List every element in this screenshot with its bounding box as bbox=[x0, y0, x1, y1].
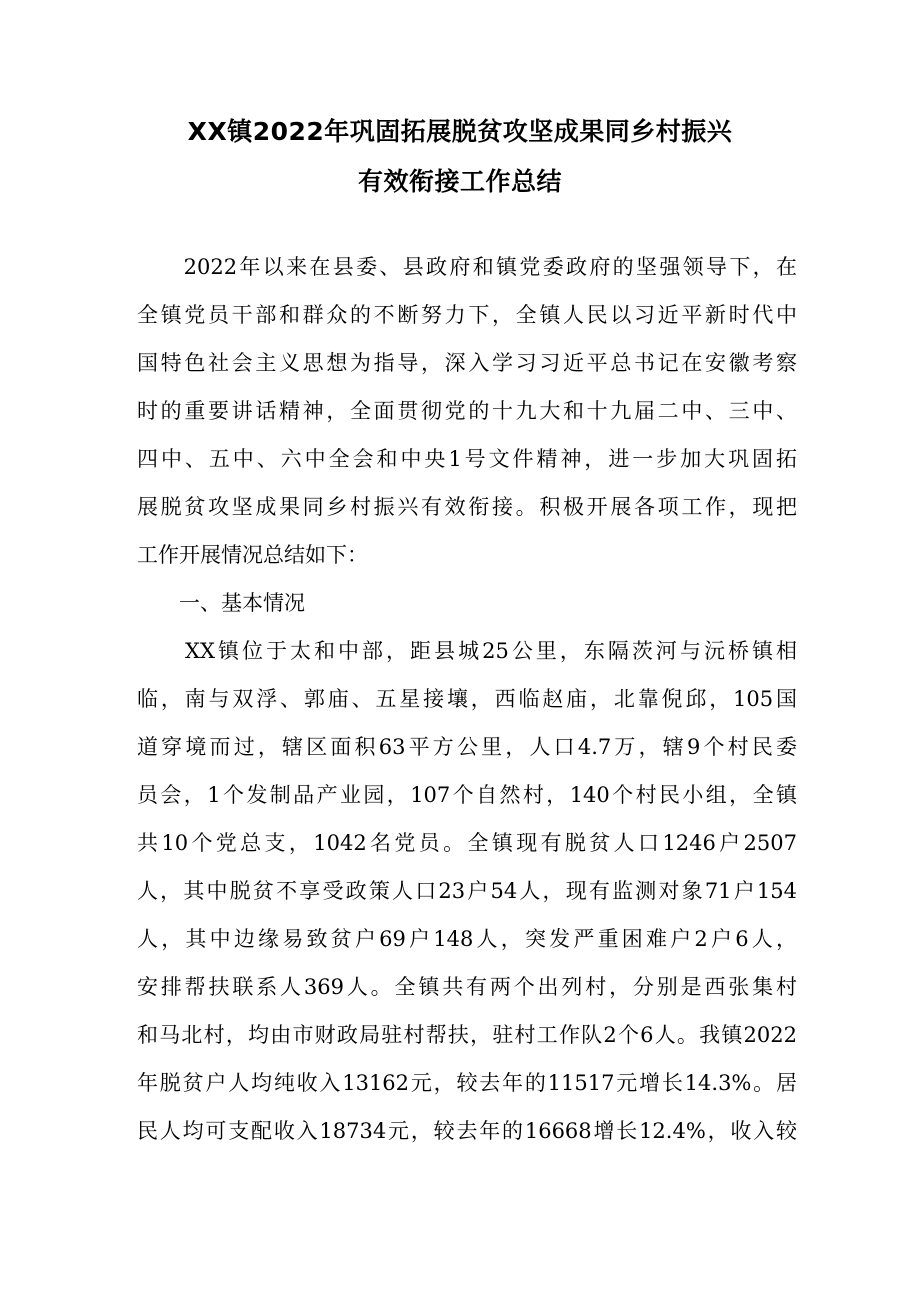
body-line: 民人均可支配收入18734元，较去年的16668增长12.4%，收入较 bbox=[137, 1119, 797, 1143]
body-line: 安排帮扶联系人369人。全镇共有两个出列村，分别是西张集村 bbox=[137, 975, 797, 999]
body-line: 道穿境而过，辖区面积63平方公里，人口4.7万，辖9个村民委 bbox=[137, 735, 797, 759]
body-line: 时的重要讲话精神，全面贯彻党的十九大和十九届二中、三中、 bbox=[137, 399, 797, 423]
body-line: 年脱贫户人均纯收入13162元，较去年的11517元增长14.3%。居 bbox=[137, 1071, 797, 1095]
document-title-line-1: XX镇2022年巩固拓展脱贫攻坚成果同乡村振兴 bbox=[187, 117, 733, 146]
body-line: 工作开展情况总结如下： bbox=[137, 543, 368, 567]
body-line: 人，其中脱贫不享受政策人口23户54人，现有监测对象71户154 bbox=[137, 879, 797, 903]
document-body bbox=[137, 243, 797, 1155]
body-line: 临，南与双浮、郭庙、五星接壤，西临赵庙，北靠倪邱，105国 bbox=[137, 687, 797, 711]
body-line: 共10个党总支，1042名党员。全镇现有脱贫人口1246户2507 bbox=[137, 831, 797, 855]
body-line: 全镇党员干部和群众的不断努力下，全镇人民以习近平新时代中 bbox=[137, 303, 797, 327]
body-line: 展脱贫攻坚成果同乡村振兴有效衔接。积极开展各项工作，现把 bbox=[137, 495, 797, 519]
body-line: 人，其中边缘易致贫户69户148人，突发严重困难户2户6人， bbox=[137, 927, 797, 951]
body-line: XX镇位于太和中部，距县城25公里，东隔茨河与沅桥镇相 bbox=[137, 639, 797, 663]
body-line: 员会，1个发制品产业园，107个自然村，140个村民小组，全镇 bbox=[137, 783, 797, 807]
body-line: 四中、五中、六中全会和中央1号文件精神，进一步加大巩固拓 bbox=[137, 447, 797, 471]
document-title-line-2: 有效衔接工作总结 bbox=[357, 167, 562, 196]
body-line: 2022年以来在县委、县政府和镇党委政府的坚强领导下，在 bbox=[137, 255, 797, 279]
body-line: 和马北村，均由市财政局驻村帮扶，驻村工作队2个6人。我镇2022 bbox=[137, 1023, 797, 1047]
body-line: 国特色社会主义思想为指导，深入学习习近平总书记在安徽考察 bbox=[137, 351, 797, 375]
section-heading: 一、基本情况 bbox=[137, 591, 305, 615]
